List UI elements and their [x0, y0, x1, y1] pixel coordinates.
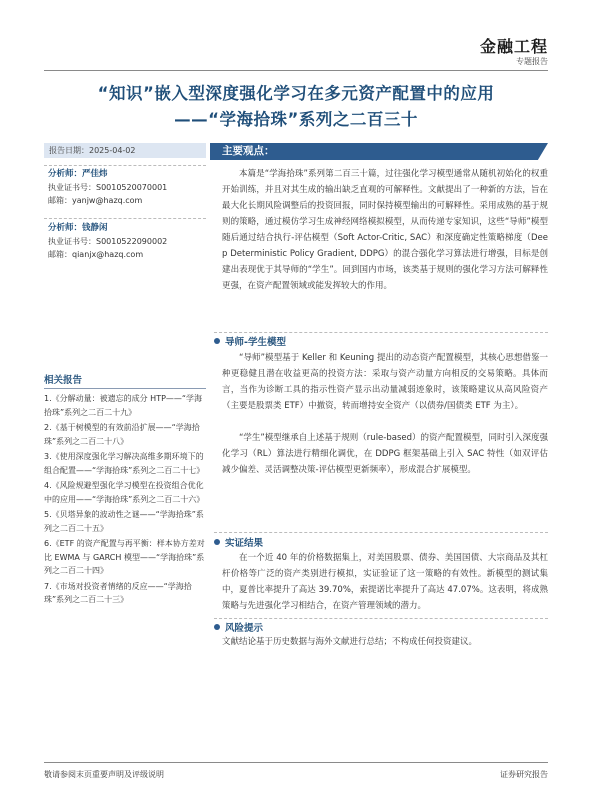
section-paragraph: “学生”模型继承自上述基于规则（rule-based）的资产配置模型，同时引入深度强化学习（RL）算法进行精细化调优，在 DDPG 框架基础上引入 SAC 特性（如双评估减少偏差、灵活调整决策-评估模型更新频率），形成混合扩展模型。: [222, 433, 549, 475]
brand-title: 金融工程: [479, 37, 548, 56]
analyst-email[interactable]: 邮箱：yanjw@hazq.com: [48, 196, 143, 205]
intro-paragraph: 本篇是“学海拾珠”系列第二百三十篇，过往强化学习模型通常从随机初始化的权重开始训练，并且对其生成的输出缺乏直观的可解释性。文献提出了一种新的方法，旨在最大化长期风险调整后的投资回报，同时保持模型输出的可解释性。采用成熟的基于规则的策略，通过模仿学习生成神经网络模拟模型，从而传递专家知识，这些“导师”模型随后通过结合执行-评估模型（Soft Actor-Critic, SAC）和深度确定性策略梯度（Deep Deterministic Policy Gradient, DDPG）的混合强化学习算法进行增强，目标是创建出表现优于其导师的“学生”。回到国内市场，该类基于规则的强化学习方法可解释性更强，在资产配置领域或能发挥较大的作用。: [222, 169, 548, 291]
section-divider: [214, 618, 548, 619]
main-points-heading: 主要观点：: [222, 145, 275, 157]
header-divider: [44, 70, 548, 71]
analyst-name: 分析师：钱静闲: [48, 223, 108, 233]
related-report-item[interactable]: 4.《风险规避型强化学习模型在投资组合优化中的应用——“学海拾珠”系列之二百二十六》: [44, 481, 205, 504]
report-subtitle: ——“学海拾珠”系列之二百三十: [174, 110, 418, 129]
section-heading-risk: [214, 620, 263, 634]
related-report-item[interactable]: 6.《ETF 的资产配置与再平衡：样本协方差对比 EWMA 与 GARCH 模型——“学海拾珠”系列之二百二十四》: [44, 539, 205, 575]
related-reports-list: [44, 392, 206, 609]
report-type-label: 专题报告: [516, 57, 548, 66]
bullet-icon: [214, 338, 220, 344]
bullet-icon: [214, 624, 220, 630]
footer-divider: [44, 762, 548, 763]
section-divider: [214, 332, 548, 333]
report-date: 报告日期：2025-04-02: [44, 143, 206, 158]
related-report-item[interactable]: 7.《市场对投资者情绪的反应——“学海拾珠”系列之二百二十三》: [44, 581, 192, 604]
section-heading-results: [214, 535, 263, 549]
related-report-item[interactable]: 2.《基于树模型的有效前沿扩展——“学海拾珠”系列之二百二十八》: [44, 423, 200, 446]
footer-disclaimer[interactable]: 敬请参阅末页重要声明及评级说明: [44, 770, 164, 779]
analyst-card: [48, 168, 208, 207]
analyst-email[interactable]: 邮箱：qianjx@hazq.com: [48, 250, 144, 259]
analyst-divider: [44, 218, 206, 219]
section-heading-text: 风险提示: [225, 623, 264, 634]
section-paragraph: 文献结论基于历史数据与海外文献进行总结；不构成任何投资建议。: [222, 637, 478, 647]
section-divider: [214, 532, 548, 533]
section-heading-mentor-student: [214, 334, 286, 348]
section-paragraph: 在一个近 40 年的价格数据集上，对美国股票、债券、美国国债、大宗商品及其杠杆价格等广泛的资产类别进行模拟，实证验证了这一策略的有效性。新模型的测试集中，夏普比率提升了高达 39.70%，索提诺比率提升了高达 47.07%。这表明，将成熟策略与先进强化学习相结合，在资产管理领域的潜力。: [222, 553, 548, 611]
section-paragraph: “导师”模型基于 Keller 和 Keuning 提出的动态资产配置模型，其核心思想借鉴一种更稳健且潜在收益更高的投资方法：采取与资产动量方向相反的交易策略。具体而言，当作为诊断工具的指示性资产显示出动量减弱迹象时，该策略建议从高风险资产（主要是股票类 ETF）中撤资，转而增持安全资产（以债券/国债类 ETF 为主）。: [222, 353, 548, 411]
analyst-card: [48, 222, 208, 261]
footer-label: 证券研究报告: [500, 770, 548, 779]
related-report-item[interactable]: 5.《贝塔异象的波动性之谜——“学海拾珠”系列之二百二十五》: [44, 510, 204, 533]
bullet-icon: [214, 539, 220, 545]
analyst-divider: [44, 165, 206, 166]
related-report-item[interactable]: 1.《分解动量：被遗忘的成分 HTP——“学海拾珠”系列之二百二十九》: [44, 394, 203, 417]
analyst-cert: 执业证书号：S0010520070001: [48, 183, 168, 192]
related-report-item[interactable]: 3.《使用深度强化学习解决高维多期环境下的组合配置——“学海拾珠”系列之二百二十七》: [44, 452, 205, 475]
related-reports-heading: 相关报告: [44, 372, 206, 389]
analyst-cert: 执业证书号：S0010522090002: [48, 237, 168, 246]
section-heading-text: 实证结果: [225, 538, 264, 549]
report-title: “知识”嵌入型深度强化学习在多元资产配置中的应用: [97, 84, 495, 103]
analyst-name: 分析师：严佳炜: [48, 169, 108, 179]
section-heading-text: 导师-学生模型: [225, 337, 286, 348]
